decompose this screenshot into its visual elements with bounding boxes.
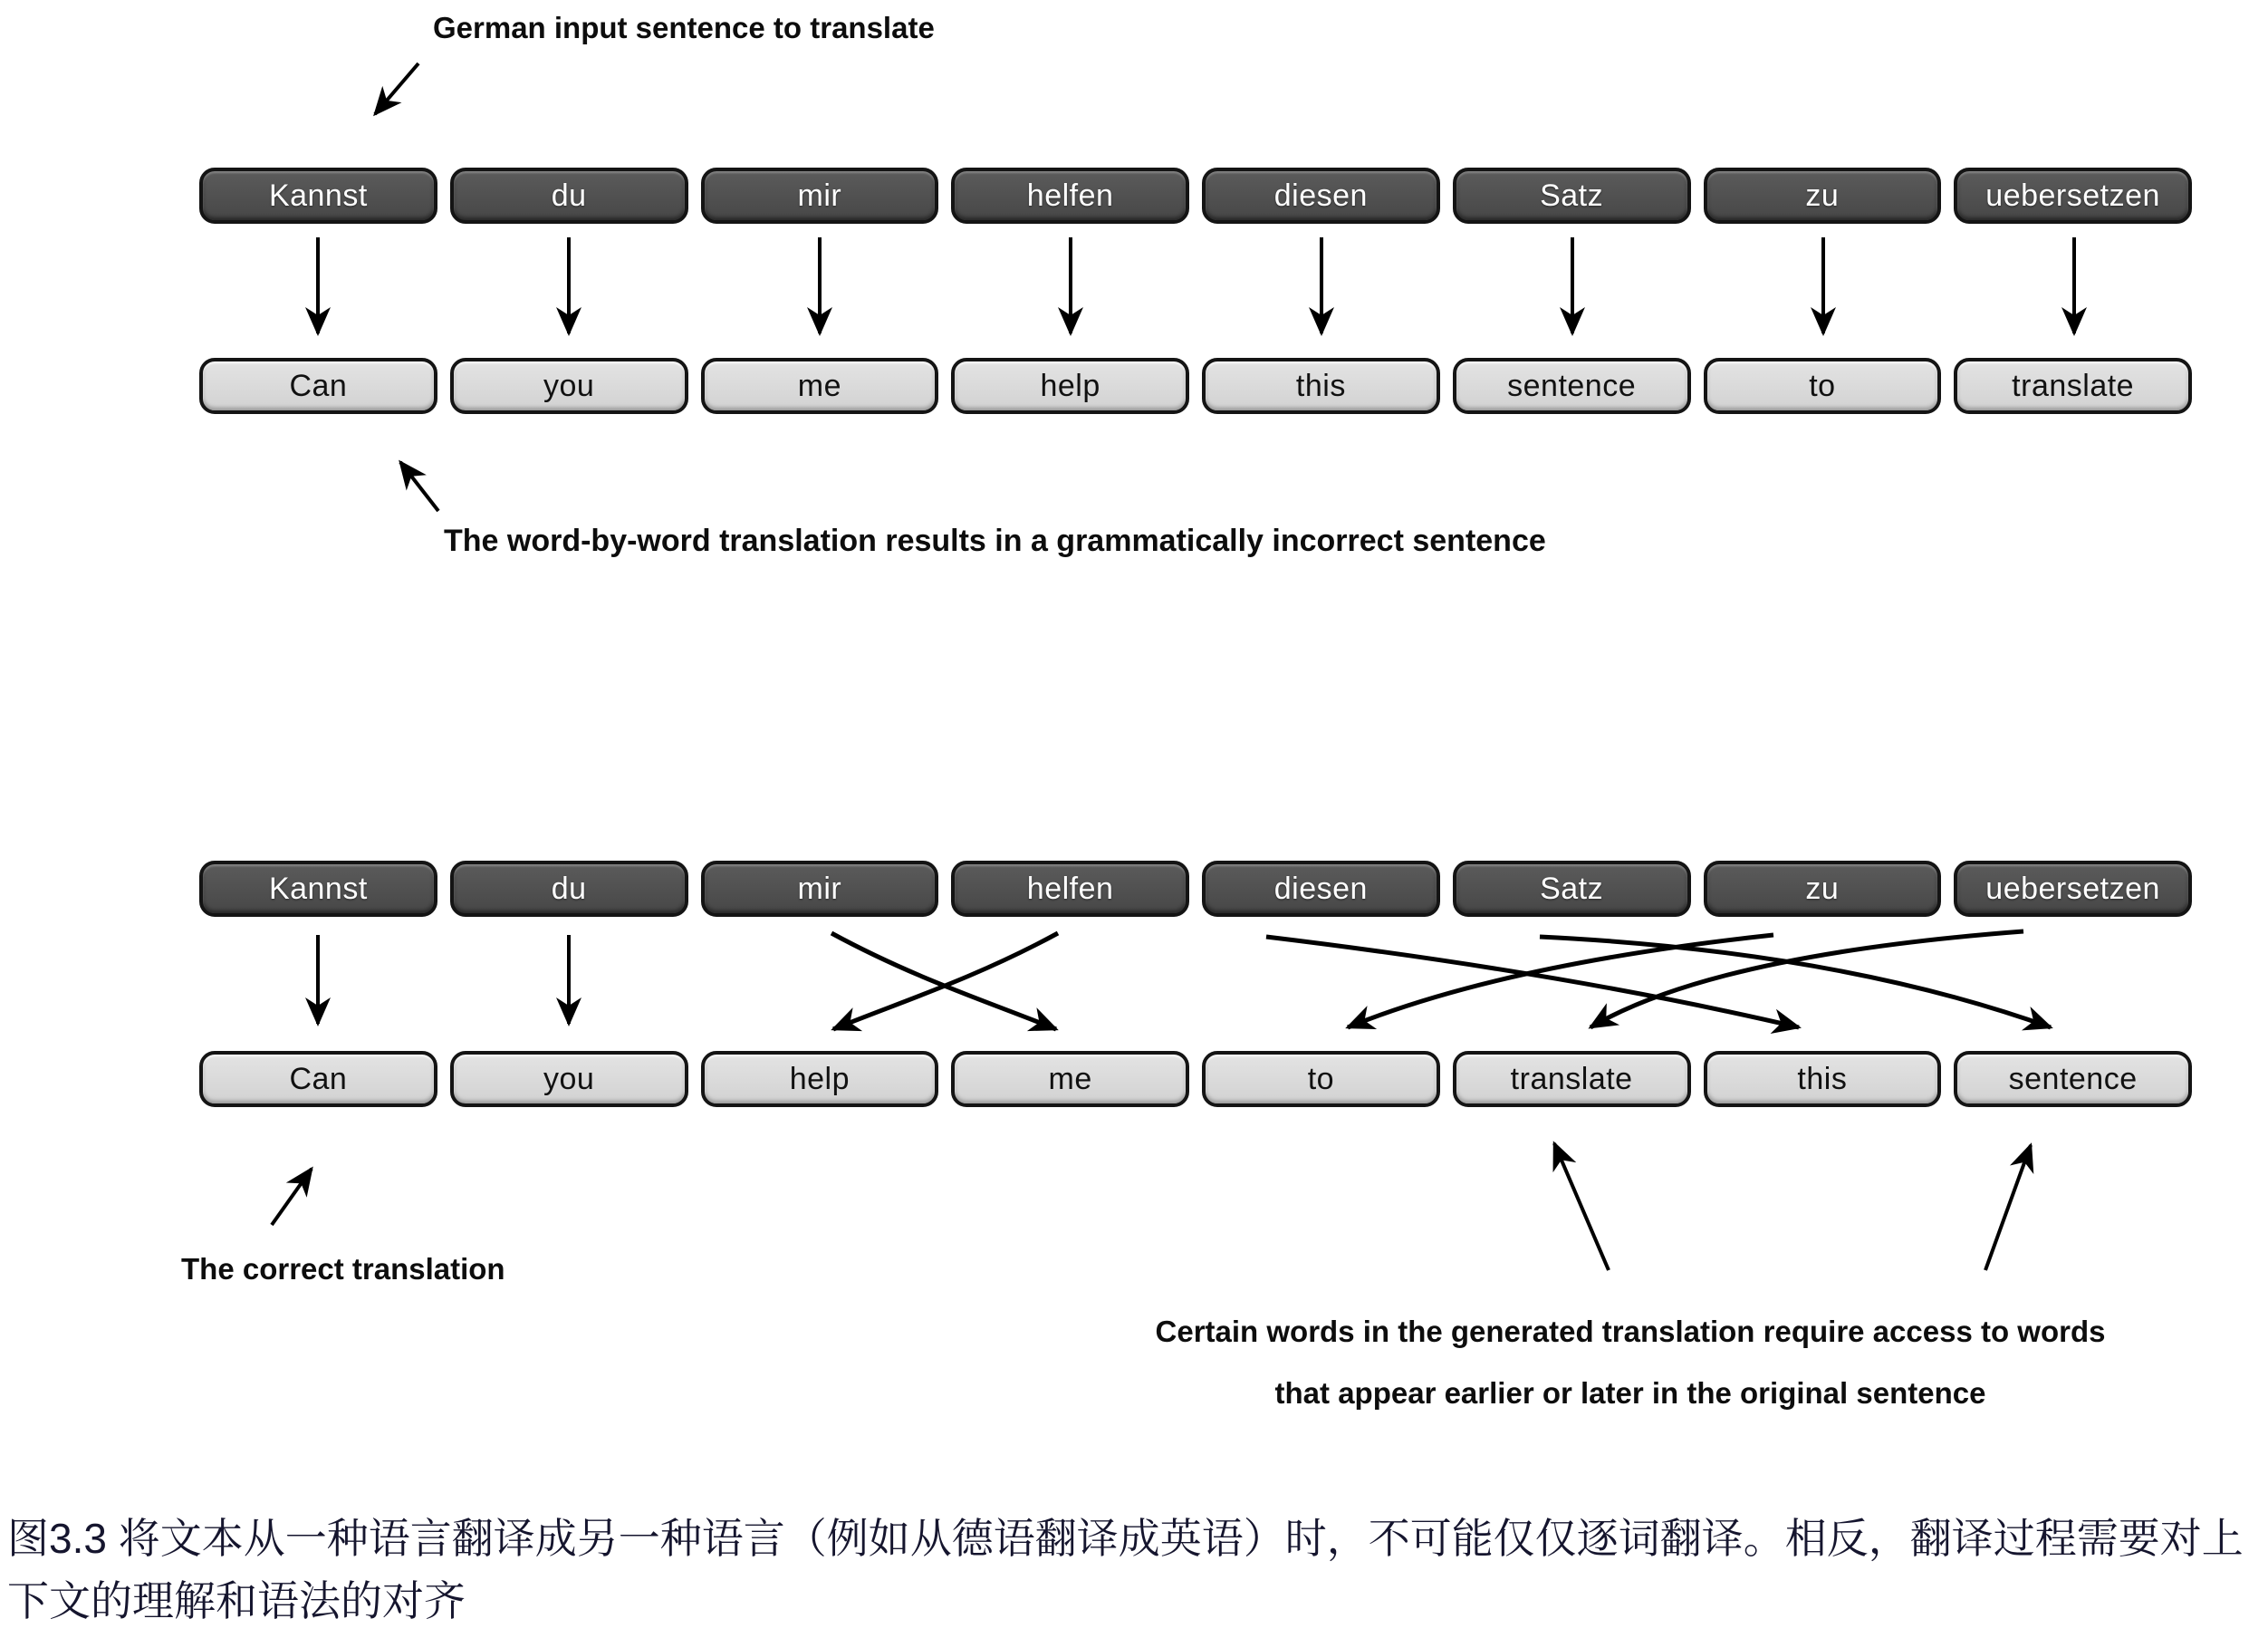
attention-annotation-line2: that appear earlier or later in the original sentence <box>1274 1376 1986 1410</box>
german-word-box: Kannst <box>199 861 437 917</box>
diagram2-english-row <box>199 1051 2192 1107</box>
german-word-box: zu <box>1704 861 1942 917</box>
german-word-box: helfen <box>951 168 1189 224</box>
english-word-box: to <box>1704 358 1942 414</box>
german-input-pointer-arrow <box>375 63 418 114</box>
attention-annotation-line1: Certain words in the generated translation require access to words <box>1155 1315 2106 1348</box>
english-word-box: to <box>1202 1051 1440 1107</box>
english-word-box: help <box>951 358 1189 414</box>
german-word-box: du <box>450 861 688 917</box>
german-word-box: uebersetzen <box>1954 861 2192 917</box>
figure-caption: 图3.3 将文本从一种语言翻译成另一种语言（例如从德语翻译成英语）时，不可能仅仅逐词翻译。相反，翻译过程需要对上下文的理解和语法的对齐 <box>7 1515 2244 1624</box>
german-word-box: diesen <box>1202 168 1440 224</box>
english-word-box: sentence <box>1954 1051 2192 1107</box>
diagram2-german-row <box>199 861 2192 917</box>
english-word-box: me <box>701 358 939 414</box>
english-word-box: Can <box>199 1051 437 1107</box>
english-word-box: Can <box>199 358 437 414</box>
attention-annotation <box>1042 1314 2219 1412</box>
german-word-box: helfen <box>951 861 1189 917</box>
pointer-to-translate <box>1554 1143 1609 1270</box>
german-word-box: diesen <box>1202 861 1440 917</box>
english-word-box: sentence <box>1453 358 1691 414</box>
english-word-box: me <box>951 1051 1189 1107</box>
german-word-box: Kannst <box>199 168 437 224</box>
word-by-word-pointer-arrow <box>400 462 438 511</box>
german-word-box: mir <box>701 861 939 917</box>
english-word-box: translate <box>1453 1051 1691 1107</box>
attention-pointer-arrows <box>1554 1143 2031 1270</box>
german-word-box: du <box>450 168 688 224</box>
diagram1-english-row <box>199 358 2192 414</box>
correct-translation-pointer-arrow <box>272 1169 312 1225</box>
german-word-box: uebersetzen <box>1954 168 2192 224</box>
german-word-box: Satz <box>1453 861 1691 917</box>
pointer-to-sentence <box>1985 1145 2031 1270</box>
diagram1-german-row <box>199 168 2192 224</box>
german-word-box: Satz <box>1453 168 1691 224</box>
english-word-box: translate <box>1954 358 2192 414</box>
correct-translation-annotation: The correct translation <box>181 1252 505 1286</box>
english-word-box: this <box>1202 358 1440 414</box>
german-word-box: zu <box>1704 168 1942 224</box>
word-by-word-arrows <box>318 237 2074 333</box>
english-word-box: help <box>701 1051 939 1107</box>
english-word-box: this <box>1704 1051 1942 1107</box>
english-word-box: you <box>450 1051 688 1107</box>
english-word-box: you <box>450 358 688 414</box>
german-input-annotation: German input sentence to translate <box>433 11 935 44</box>
word-by-word-annotation: The word-by-word translation results in a grammatically incorrect sentence <box>444 524 1546 558</box>
alignment-arrows <box>318 931 2051 1029</box>
german-word-box: mir <box>701 168 939 224</box>
